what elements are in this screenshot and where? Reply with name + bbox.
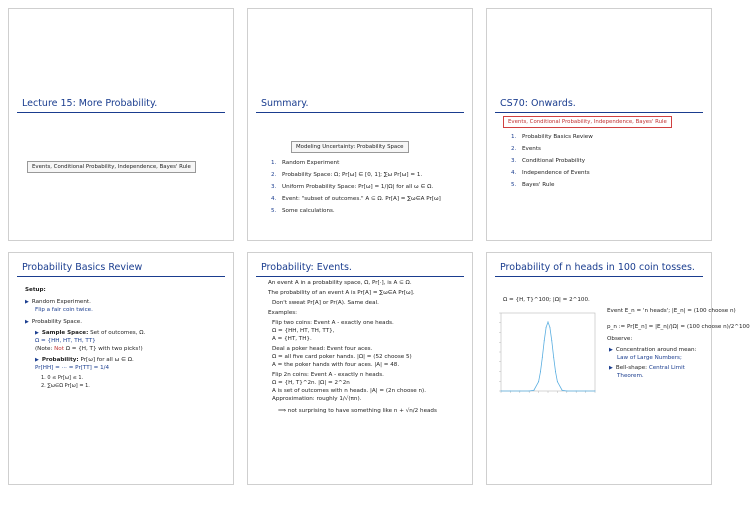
approximation: Approximation: roughly 1/√(πn). [272, 396, 362, 402]
events-heading: Probability: Events. [261, 262, 352, 273]
law-large-numbers: Law of Large Numbers; [617, 355, 682, 361]
pmf-point [501, 391, 502, 392]
pmf-point [519, 391, 520, 392]
slide-title-heading: Lecture 15: More Probability. [22, 98, 158, 109]
summary-heading: Summary. [261, 98, 309, 109]
list-item: 5. Some calculations. [271, 208, 335, 214]
list-item: 4. Event: "subset of outcomes." A ⊆ Ω. Pr[A] = ∑ω∈A Pr[ω] [271, 196, 441, 202]
bullet-triangle-icon: ▶ [35, 330, 39, 336]
2n-coins-omega: Ω = {H, T}^2n. |Ω| = 2^2n [272, 380, 350, 386]
coin-flip-example: Flip a fair coin twice. [35, 307, 93, 313]
pmf-point [542, 357, 543, 358]
slide-onwards [486, 8, 712, 241]
two-coins-event: A = {HT, TH}. [272, 336, 312, 342]
sample-space-line: ▶ Sample Space: Set of outcomes, Ω. [35, 330, 146, 336]
notation-note: Don't sweat Pr[A] or Pr(A). Same deal. [272, 300, 379, 306]
2n-coins-event: A is set of outcomes with n heads. |A| = (2n choose n). [272, 388, 427, 394]
tosses-heading: Probability of n heads in 100 coin tosses. [500, 262, 695, 273]
examples-label: Examples: [268, 310, 298, 316]
bullet-random-experiment: ▶ Random Experiment. [25, 299, 91, 305]
title-rule [256, 276, 464, 277]
topic-box: Events, Conditional Probability, Independence, Bayes' Rule [27, 161, 196, 173]
observation-bell-shape: ▶ Bell-shape: Central Limit [609, 365, 685, 371]
conclusion: ⟹ not surprising to have something like n + √n/2 heads [278, 408, 437, 414]
two-coins-omega: Ω = {HH, HT, TH, TT}, [272, 328, 335, 334]
title-rule [495, 112, 703, 113]
event-probability: The probability of an event A is Pr[A] = ∑ω∈A Pr[ω]. [268, 290, 415, 296]
pmf-point [548, 322, 549, 323]
probability-example: Pr[HH] = ··· = Pr[TT] = 1/4 [35, 365, 110, 371]
bullet-triangle-icon: ▶ [609, 365, 613, 371]
pmf-point [557, 381, 558, 382]
bullet-triangle-icon: ▶ [25, 319, 29, 325]
bullet-triangle-icon: ▶ [35, 357, 39, 363]
basics-heading: Probability Basics Review [22, 262, 143, 273]
onwards-list [511, 135, 593, 195]
pmf-point [533, 390, 534, 391]
title-rule [17, 276, 225, 277]
pmf-point [544, 340, 545, 341]
list-item: 3. Conditional Probability [511, 158, 586, 164]
pn-line: p_n := Pr[E_n] = |E_n|/|Ω| = (100 choose n)/2^100 [607, 324, 750, 330]
pmf-point [585, 391, 586, 392]
slide-100-tosses [486, 252, 750, 485]
list-item: 1. Probability Basics Review [511, 134, 593, 140]
event-definition: An event A in a probability space, Ω, Pr[·], is A ⊆ Ω. [268, 280, 412, 286]
bullet-probability-space: ▶ Probability Space. [25, 319, 83, 325]
plot-frame [501, 313, 595, 391]
central-limit-theorem: Theorem. [617, 373, 644, 379]
list-item: 2. Probability Space: Ω; Pr[ω] ∈ [0, 1]; ∑ω Pr[ω] = 1. [271, 172, 423, 178]
pmf-point [562, 390, 563, 391]
slide-events [247, 252, 473, 485]
title-rule [495, 276, 703, 277]
axiom-1: 1. 0 ≤ Pr[ω] ≤ 1. [41, 375, 84, 381]
observe-label: Observe: [607, 336, 633, 342]
observation-concentration: ▶ Concentration around mean: [609, 347, 697, 353]
example-2n-coins: Flip 2n coins: Event A - exactly n heads. [272, 372, 384, 378]
list-item: 1. Random Experiment [271, 160, 340, 166]
topic-box: Events, Conditional Probability, Independence, Bayes' Rule [503, 116, 672, 128]
slide-title [8, 8, 234, 241]
binomial-plot [489, 311, 599, 403]
pmf-point [553, 357, 554, 358]
list-item: 5. Bayes' Rule [511, 182, 555, 188]
event-line: Event E_n = 'n heads'; |E_n| = (100 choose n) [607, 308, 736, 314]
pmf-point [546, 327, 547, 328]
sample-space-set: Ω = {HH, HT, TH, TT} [35, 338, 96, 344]
pmf-point [566, 390, 567, 391]
list-item: 3. Uniform Probability Space: Pr[ω] = 1/|Ω| for all ω ∈ Ω. [271, 184, 434, 190]
pmf-point [538, 381, 539, 382]
pmf-point [540, 371, 541, 372]
summary-box: Modeling Uncertainty: Probability Space [291, 141, 409, 153]
list-item: 2. Events [511, 146, 541, 152]
sample-space-note: (Note: Not Ω = {H, T} with two picks!) [35, 346, 143, 352]
omega-line: Ω = {H, T}^100; |Ω| = 2^100. [503, 297, 590, 303]
title-rule [256, 112, 464, 113]
pmf-point [555, 371, 556, 372]
onwards-heading: CS70: Onwards. [500, 98, 576, 109]
example-two-coins: Flip two coins: Event A - exactly one heads. [272, 320, 394, 326]
slide-basics-review [8, 252, 234, 485]
setup-label: Setup: [25, 287, 46, 293]
summary-list [271, 161, 441, 221]
axiom-2: 2. ∑ω∈Ω Pr[ω] = 1. [41, 383, 90, 389]
title-rule [17, 112, 225, 113]
list-item: 4. Independence of Events [511, 170, 590, 176]
example-poker: Deal a poker head: Event four aces. [272, 346, 373, 352]
poker-event: A = the poker hands with four aces. |A| = 48. [272, 362, 400, 368]
pmf-point [576, 391, 577, 392]
poker-omega: Ω = all five card poker hands. |Ω| = (52 choose 5) [272, 354, 412, 360]
slide-summary [247, 8, 473, 241]
bullet-triangle-icon: ▶ [609, 347, 613, 353]
pmf-point [549, 327, 550, 328]
pmf-point [551, 340, 552, 341]
pmf-point [529, 390, 530, 391]
pmf-point [510, 391, 511, 392]
bullet-triangle-icon: ▶ [25, 299, 29, 305]
pmf-point [595, 391, 596, 392]
probability-line: ▶ Probability: Pr[ω] for all ω ∈ Ω. [35, 357, 134, 363]
